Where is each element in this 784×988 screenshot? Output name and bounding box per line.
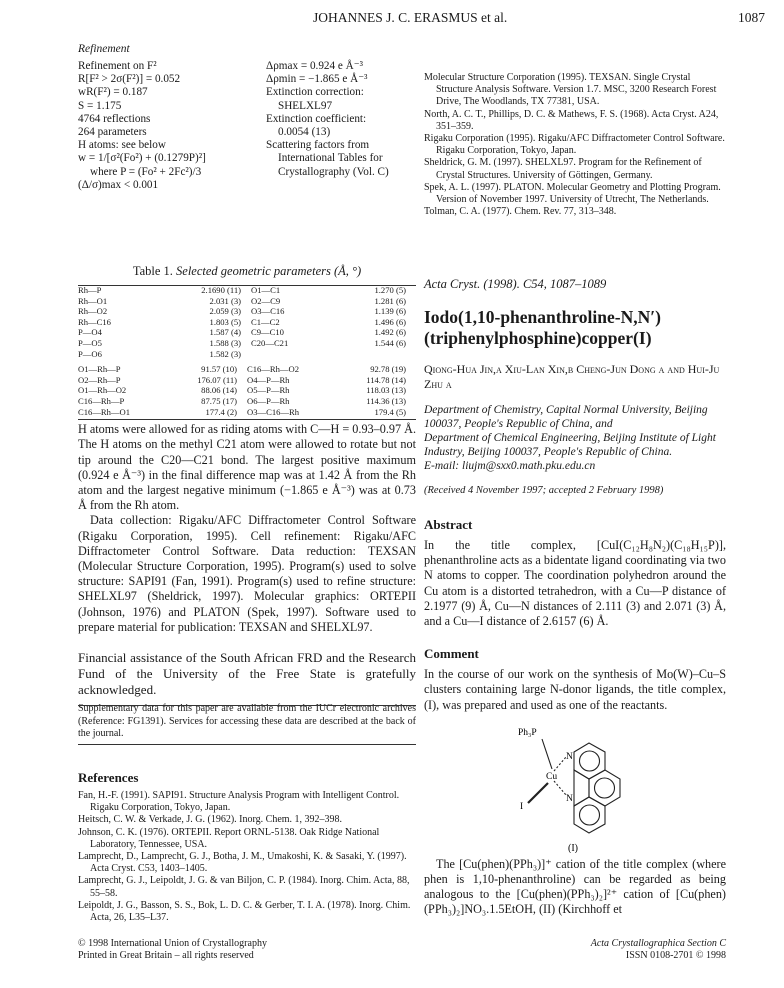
bond-cu-n1: [554, 757, 566, 771]
footer-issn: ISSN 0108-2701 © 1998: [625, 950, 726, 961]
refinement-line: Scattering factors from: [266, 139, 370, 152]
refinement-line: Δρmin = −1.865 e Å⁻³: [266, 73, 368, 86]
table-cell: Rh—O2: [78, 306, 108, 317]
table-cell: O3—C16: [251, 306, 285, 317]
table-cell: 1.281 (6): [374, 295, 406, 306]
right-column: [424, 72, 726, 218]
table-row: [78, 349, 416, 360]
footer-printed: Printed in Great Britain – all rights reserved: [78, 950, 254, 961]
reference-item: Lamprecht, D., Lamprecht, G. J., Botha, J. M., Umakoshi, K. & Sasaki, Y. (1997). Acta Cryst. C53, 1403–1405.: [78, 850, 407, 875]
table-cell: 87.75 (17): [201, 395, 237, 406]
reference-item: Molecular Structure Corporation (1995). TEXSAN. Single Crystal Structure Analysis Software. Version 1.7. MSC, 3200 Research Forest Drive, The Woodlands, TX 77381, USA.: [424, 72, 717, 108]
table-cell: Rh—C16: [78, 316, 111, 327]
table-top-rule: [78, 285, 416, 286]
table-cell: 1.270 (5): [374, 285, 406, 295]
table-cell: [331, 349, 416, 360]
table-cell: 179.4 (5): [374, 406, 406, 417]
refinement-line: Δρmax = 0.924 e Å⁻³: [266, 60, 364, 72]
supplementary-bottom-rule: [78, 744, 416, 745]
reference-item: North, A. C. T., Phillips, D. C. & Mathews, F. S. (1968). Acta Cryst. A24, 351–359.: [424, 108, 719, 132]
scheme-cu: Cu: [546, 771, 558, 782]
table-cell: 2.059 (3): [209, 306, 242, 317]
table-cell: O3—C16—Rh: [246, 406, 300, 417]
refinement-line: 0.0054 (13): [278, 126, 331, 139]
references-heading: References: [78, 769, 139, 785]
ring-bottom: [574, 797, 605, 833]
table-cell: 177.4 (2): [205, 406, 237, 417]
reference-item: Leipoldt, J. G., Basson, S. S., Bok, L. D. C. & Gerber, T. I. A. (1978). Inorg. Chim. Acta, 26, L35–L37.: [78, 899, 411, 923]
affiliation-a: Department of Chemistry, Capital Normal University, Beijing 100037, People's Republic of China, and: [424, 404, 708, 430]
data-collection-paragraph: Data collection: Rigaku/AFC Diffractometer Control Software (Rigaku Corporation, 1995). Cell refinement: Rigaku/AFC Diffractometer Control Software. Data reduction: TEXSAN (Molecular Structure Corporation, 1995). Program(s) used to solve structure: SAPI91 (Fan, 1991). Program(s) used to refine structure: SHELXL97 (Sheldrick, 1997). Molecular graphics: ORTEPII (Johnson, 1976) and PLATON (Spek, 1997). Software used to prepare material for publication: TEXSAN and SHELXL97.: [78, 513, 416, 634]
table-cell: P—O5: [78, 337, 102, 348]
reference-item: Spek, A. L. (1997). PLATON. Molecular Geometry and Plotting Program. Version of November 1997. University of Utrecht, The Netherlands.: [424, 181, 721, 206]
reference-item: Johnson, C. K. (1976). ORTEPII. Report ORNL-5138. Oak Ridge National Laboratory, Tennessee, USA.: [78, 826, 380, 850]
table-cell: O1—Rh—P: [78, 364, 121, 375]
scheme-ph3p: Ph₃P: [518, 727, 537, 738]
authors: Qiong-Hua Jin,a Xiu-Lan Xin,b Cheng-Jun Dong a and Hui-Ju Zhu a: [424, 362, 720, 391]
comment-paragraph-1: In the course of our work on the synthesis of Mo(W)–Cu–S clusters containing large N-donor ligands, the title complex, (I), was prepared and used as one of the reactants.: [424, 667, 726, 712]
scheme-label: (I): [568, 842, 578, 853]
comment-heading: Comment: [424, 646, 479, 662]
table-cell: 118.03 (13): [366, 385, 406, 396]
refinement-line: S = 1.175: [78, 99, 122, 112]
table-cell: C1—C2: [251, 316, 280, 327]
table-cell: O6—P—Rh: [246, 395, 290, 406]
table-row: [78, 385, 416, 396]
table-cell: 91.57 (10): [201, 364, 237, 375]
refinement-line: SHELXL97: [278, 99, 333, 112]
table-cell: [251, 349, 331, 360]
table-angles: [78, 364, 416, 417]
table-distances: [78, 285, 416, 359]
table-cell: 1.139 (6): [374, 306, 406, 317]
table-row: [78, 396, 416, 407]
email: E-mail: liujm@sxx0.math.pku.edu.cn: [424, 460, 596, 472]
left-column: [78, 43, 416, 924]
refinement-line: (Δ/σ)max < 0.001: [78, 178, 159, 191]
refinement-line: wR(F²) = 0.187: [78, 86, 148, 99]
table-cell: O5—P—Rh: [246, 385, 290, 396]
table-cell: O1—C1: [251, 285, 281, 295]
bond-cu-n2: [554, 781, 566, 795]
references-right: [424, 72, 726, 218]
refinement-heading: Refinement: [78, 43, 130, 55]
refinement-line: H atoms: see below: [78, 139, 166, 152]
refinement-line: Extinction correction:: [266, 86, 364, 99]
table-row: [78, 407, 416, 418]
ring-middle: [574, 770, 589, 806]
table-row: [78, 327, 416, 338]
supplementary-rule: [78, 705, 416, 706]
table-row: [78, 338, 416, 349]
refinement-right: [266, 60, 389, 179]
supplementary-note: Supplementary data for this paper are available from the IUCr electronic archives (Reference: FG1391). Services for accessing these data are described at the back of the journal.: [78, 703, 416, 739]
acknowledgement: Financial assistance of the South African FRD and the Research Fund of the University of the Free State is gratefully acknowledged.: [78, 649, 416, 697]
chemical-scheme: [424, 721, 726, 853]
table-cell: 88.06 (14): [201, 385, 237, 396]
refinement-line: R[F² > 2σ(F²)] = 0.052: [78, 73, 181, 86]
table-cell: 2.1690 (11): [201, 285, 242, 295]
reference-item: Sheldrick, G. M. (1997). SHELXL97. Program for the Refinement of Crystal Structures. University of Göttingen, Germany.: [424, 157, 702, 181]
table-bottom-rule: [78, 419, 416, 420]
citation: Acta Cryst. (1998). C54, 1087–1089: [424, 277, 607, 291]
refinement-block: [78, 60, 416, 256]
reference-item: Rigaku Corporation (1995). Rigaku/AFC Diffractometer Control Software. Rigaku Corporation, Tokyo, Japan.: [424, 133, 725, 157]
table-cell: 92.78 (19): [370, 364, 406, 375]
table-cell: Rh—P: [78, 285, 102, 295]
bond-cu-i: [528, 783, 548, 803]
table-cell: 1.492 (6): [374, 327, 406, 338]
table-cell: P—O6: [78, 348, 102, 359]
reference-item: Lamprecht, G. J., Leipoldt, J. G. & van Biljon, C. P. (1984). Inorg. Chim. Acta, 88, 55–58.: [78, 875, 410, 899]
received-dates: (Received 4 November 1997; accepted 2 February 1998): [424, 485, 664, 496]
table-cell: 1.588 (3): [209, 337, 242, 348]
ring-top-aromatic: [580, 751, 600, 771]
table-cell: C9—C10: [251, 327, 284, 338]
refinement-line: 264 parameters: [78, 126, 147, 139]
reference-item: Fan, H.-F. (1991). SAPI91. Structure Analysis Program with Intelligent Control. Rigaku Corporation, Tokyo, Japan.: [78, 789, 400, 814]
refinement-line: Extinction coefficient:: [266, 112, 367, 125]
table-row: [78, 285, 416, 296]
reference-item: Heitsch, C. W. & Verkade, J. G. (1962). Inorg. Chem. 1, 392–398.: [78, 814, 343, 826]
comment-paragraph-2: The [Cu(phen)(PPh₃)]⁺ cation of the title complex (where phen is 1,10-phenanthroline) can be regarded as being analogous to the [Cu(phen)(PPh₃)₂]²⁺ cation of [Cu(phen)(PPh₃)₂]NO₃.1.5EtOH, (II) (Kirchhoff et: [424, 856, 726, 917]
ring-top: [574, 743, 605, 779]
table-row: [78, 364, 416, 375]
table-cell: O1—Rh—O2: [78, 385, 127, 396]
refinement-line: where P = (Fo² + 2Fc²)/3: [90, 165, 202, 178]
refinement-line: International Tables for: [278, 152, 383, 165]
scheme-iodine: I: [520, 801, 524, 812]
table-row: [78, 296, 416, 307]
table-row: [78, 306, 416, 317]
table-cell: 2.031 (3): [209, 295, 242, 306]
scheme-n2: N: [566, 793, 573, 804]
table-cell: C16—Rh—O2: [246, 364, 300, 375]
table-cell: C20—C21: [251, 337, 289, 348]
footer-journal: Acta Crystallographica Section C: [590, 938, 726, 949]
table-cell: 176.07 (11): [197, 374, 237, 385]
scheme-n1: N: [566, 751, 573, 762]
refinement-line: 4764 reflections: [78, 112, 151, 125]
table-cell: O2—Rh—P: [78, 374, 121, 385]
table-cell: 1.544 (6): [374, 337, 406, 348]
footer-copyright: © 1998 International Union of Crystallography: [78, 938, 267, 949]
table-cell: O4—P—Rh: [246, 374, 290, 385]
ring-middle-aromatic: [595, 778, 615, 798]
table-cell: P—O4: [78, 327, 102, 338]
table-cell: C16—Rh—P: [78, 395, 125, 406]
article-title: Iodo(1,10-phenanthroline-N,N′)(triphenylphosphine)copper(I): [424, 307, 661, 348]
table-cell: 1.496 (6): [374, 316, 406, 327]
reference-item: Tolman, C. A. (1977). Chem. Rev. 77, 313–348.: [424, 206, 617, 218]
ring-bottom-aromatic: [580, 805, 600, 825]
table-cell: 114.78 (14): [366, 374, 406, 385]
table-cell: Rh—O1: [78, 295, 108, 306]
affiliation-b: Department of Chemical Engineering, Beijing Institute of Light Industry, Beijing 100037, People's Republic of China.: [424, 432, 716, 458]
table-cell: C16—Rh—O1: [78, 406, 131, 417]
refinement-line: w = 1/[σ²(Fo²) + (0.1279P)²]: [78, 152, 206, 165]
phenanthroline-rings: [528, 739, 620, 833]
table-cell: 114.36 (13): [366, 395, 406, 406]
table-cell: 1.582 (3): [209, 348, 242, 359]
refinement-line: Refinement on F²: [78, 60, 157, 72]
running-header: JOHANNES J. C. ERASMUS et al.: [313, 10, 508, 25]
ring-middle-right: [589, 770, 620, 806]
table-cell: O2—C9: [251, 295, 281, 306]
references-left: [78, 790, 416, 924]
abstract-heading: Abstract: [424, 517, 473, 532]
bond-cu-p: [542, 739, 552, 769]
abstract-text: In the title complex, [CuI(C₁₂H₈N₂)(C₁₈H₁₅P)], phenanthroline acts as a bidentate ligand coordinating via two N atoms to copper. The coordination polyhedron around the Cu atom is a distorted tetrahedron, with a Cu—P distance of 2.1977 (9) Å, Cu—N distances of 2.111 (3) and 2.071 (3) Å, and a Cu—I distance of 2.6157 (6) Å.: [424, 538, 726, 629]
table-cell: 1.803 (5): [209, 316, 242, 327]
page-number: 1087: [738, 10, 765, 25]
table-row: [78, 375, 416, 386]
article-header: [424, 277, 726, 918]
refinement-left: [78, 60, 206, 192]
table-cell: 1.587 (4): [209, 327, 242, 338]
table-row: [78, 317, 416, 328]
table-caption: Table 1. Selected geometric parameters (Å, °): [132, 264, 362, 278]
h-atoms-paragraph: H atoms were allowed for as riding atoms with C—H = 0.93–0.97 Å. The H atoms on the methyl C21 atom were allowed to rotate but not tip around the C20—C21 bond. The largest positive maximum (0.924 e Å⁻³) in the final difference map was at 1.42 Å from the Rh atom and the largest negative minimum (−1.865 e Å⁻³) was at 0.73 Å from the Rh atom.: [78, 422, 416, 513]
refinement-line: Crystallography (Vol. C): [278, 165, 389, 178]
